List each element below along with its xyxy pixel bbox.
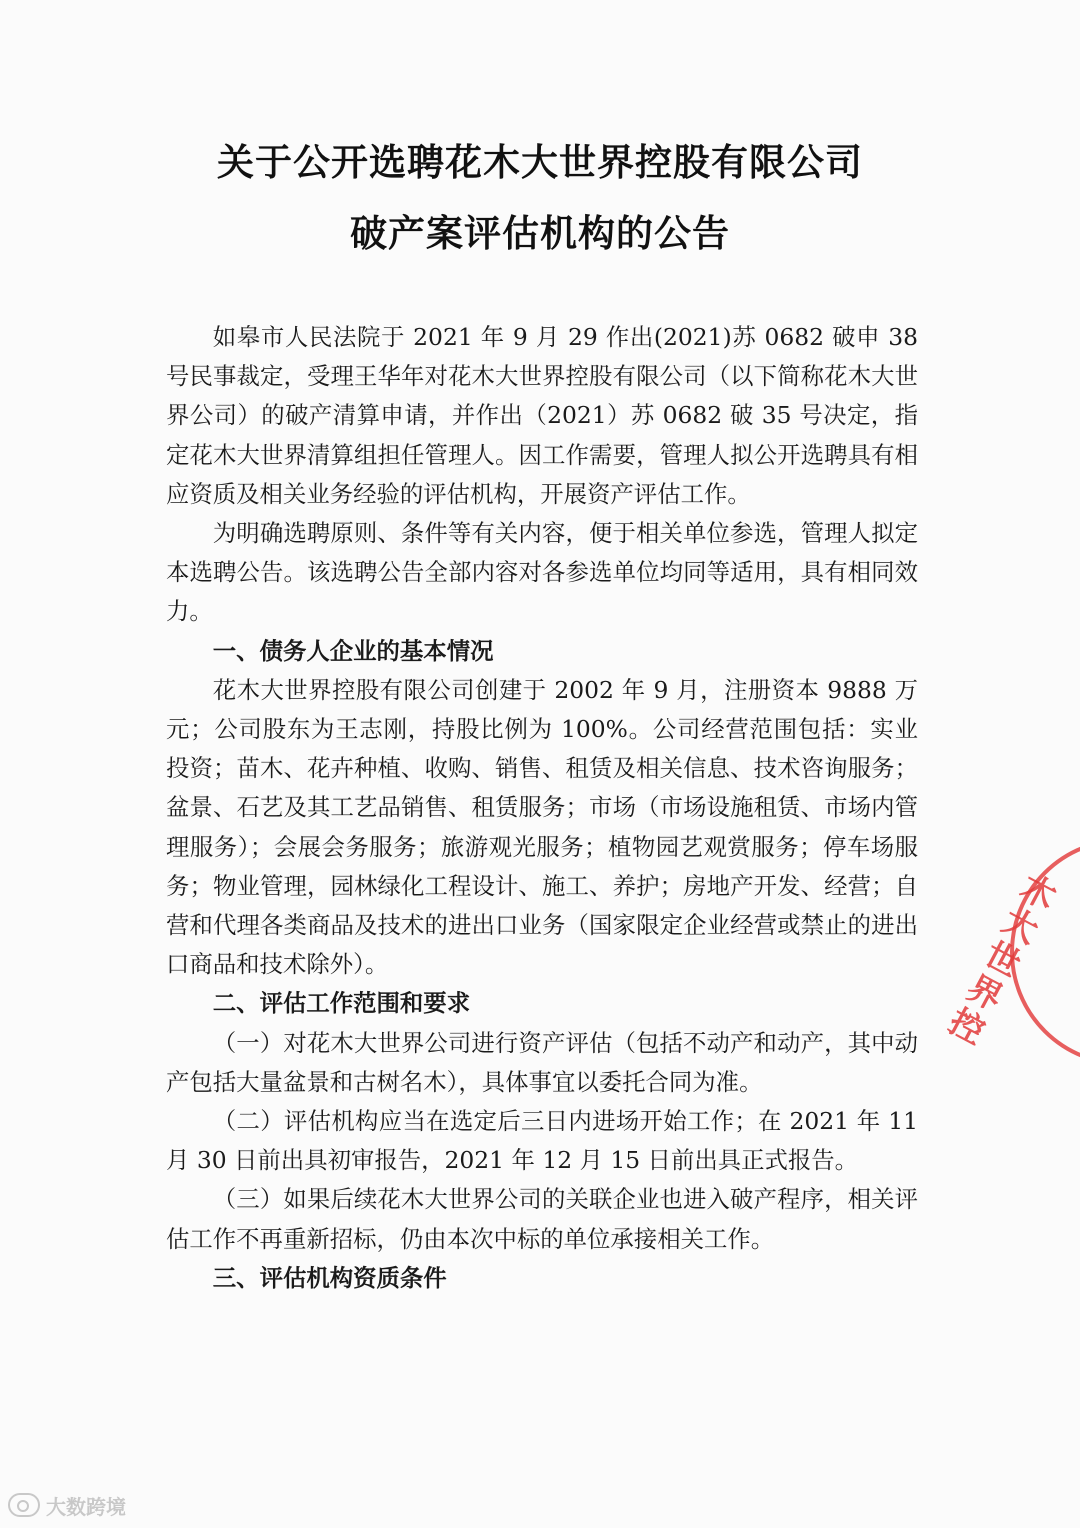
section-2-item-3: （三）如果后续花木大世界公司的关联企业也进入破产程序，相关评估工作不再重新招标，仍由本次中标的单位承接相关工作。 bbox=[166, 1185, 918, 1253]
section-1-heading: 一、债务人企业的基本情况 bbox=[212, 636, 494, 665]
section-1-body: 花木大世界控股有限公司创建于 2002 年 9 月，注册资本 9888 万元；公司股东为王志刚，持股比例为 100%。公司经营范围包括：实业投资；苗木、花卉种植、收购、销售、租赁及相关信息、技术咨询服务；盆景、石艺及其工艺品销售、租赁服务；市场（市场设施租赁、市场内管理服务）；会展会务服务；旅游观光服务；植物园艺观赏服务；停车场服务；物业管理，园林绿化工程设计、施工、养护；房地产开发、经营；自营和代理各类商品及技术的进出口业务（国家限定企业经营或禁止的进出口商品和技术除外）。 bbox=[166, 675, 918, 979]
title-line-2: 破产案评估机构的公告 bbox=[350, 212, 730, 255]
intro-paragraph-1: 如皋市人民法院于 2021 年 9 月 29 作出(2021)苏 0682 破申 38 号民事裁定，受理王华年对花木大世界控股有限公司（以下简称花木大世界公司）的破产清算申请，并作出（2021）苏 0682 破 35 号决定，指定花木大世界清算组担任管理人。因工作需要，管理人拟公开选聘具有相应资质及相关业务经验的评估机构，开展资产评估工作。 bbox=[166, 323, 918, 508]
section-2-heading: 二、评估工作范围和要求 bbox=[212, 989, 471, 1018]
watermark bbox=[8, 1490, 126, 1520]
seal-text: 木大世界控 bbox=[942, 867, 1063, 1053]
title-line-1: 关于公开选聘花木大世界控股有限公司 bbox=[217, 141, 863, 184]
document-body bbox=[166, 318, 918, 1298]
section-2-item-1: （一）对花木大世界公司进行资产评估（包括不动产和动产，其中动产包括大量盆景和古树名木），具体事宜以委托合同为准。 bbox=[166, 1028, 918, 1096]
intro-paragraph-2: 为明确选聘原则、条件等有关内容，便于相关单位参选，管理人拟定本选聘公告。该选聘公告全部内容对各参选单位均同等适用，具有相同效力。 bbox=[166, 519, 918, 626]
section-3-heading: 三、评估机构资质条件 bbox=[212, 1263, 447, 1292]
section-2-item-2: （二）评估机构应当在选定后三日内进场开始工作；在 2021 年 11 月 30 日前出具初审报告，2021 年 12 月 15 日前出具正式报告。 bbox=[166, 1107, 918, 1175]
watermark-logo-icon bbox=[8, 1493, 40, 1517]
watermark-text: 大数跨境 bbox=[46, 1494, 126, 1519]
